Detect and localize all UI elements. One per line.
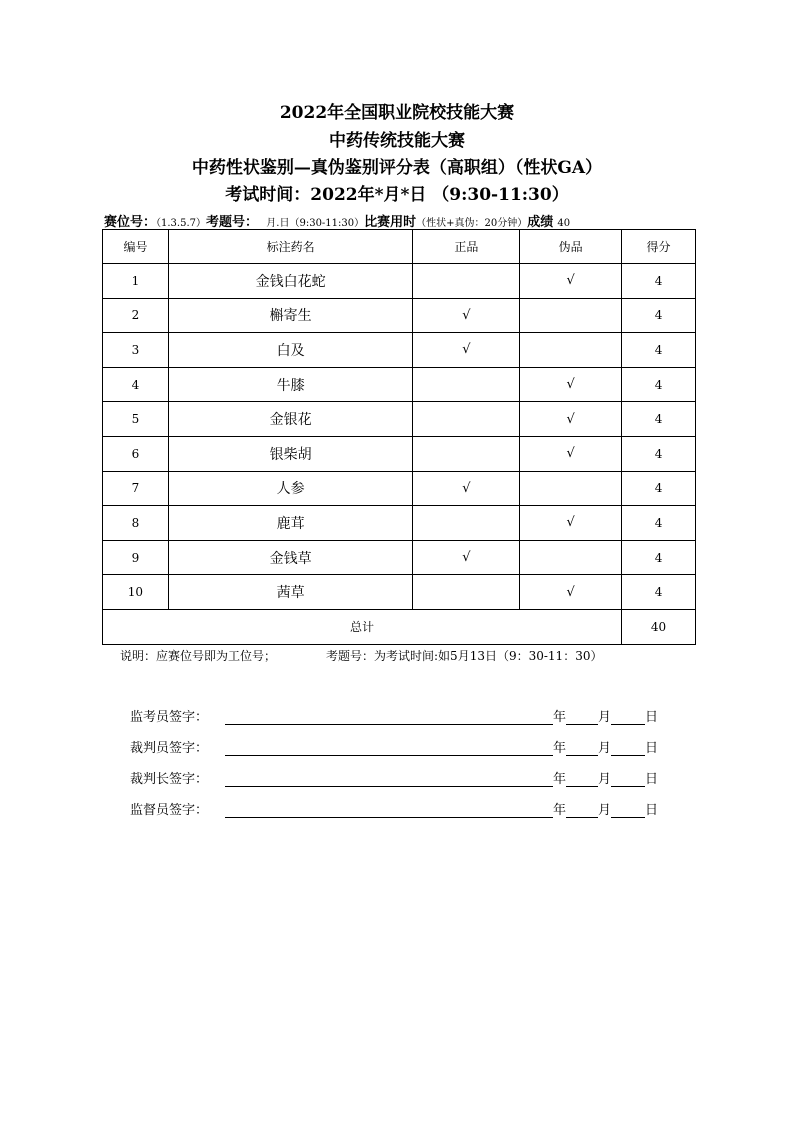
row-fake: √: [520, 436, 622, 471]
row-score: 4: [622, 333, 696, 368]
month-label: 月: [598, 803, 612, 818]
row-no: 7: [103, 471, 169, 506]
day-label: 日: [645, 772, 659, 787]
row-score: 4: [622, 264, 696, 299]
row-score: 4: [622, 540, 696, 575]
row-genuine: √: [413, 471, 520, 506]
table-row: [103, 506, 696, 541]
year-label: 年: [553, 772, 567, 787]
total-row: [103, 609, 696, 644]
competition-subtitle: 中药传统技能大赛: [329, 131, 465, 151]
row-name: 白及: [168, 333, 413, 368]
row-name: 人参: [168, 471, 413, 506]
signature-label: 裁判长签字：: [130, 772, 209, 787]
day-label: 日: [645, 803, 659, 818]
year-label: 年: [553, 741, 567, 756]
signature-row-head-judge: [130, 768, 658, 788]
info-line: [104, 211, 704, 230]
row-score: 4: [622, 402, 696, 437]
day-label: 日: [645, 710, 659, 725]
signature-label: 监督员签字：: [130, 803, 209, 818]
time-note: （性状+真伪：20分钟）: [416, 218, 528, 229]
row-fake: √: [520, 506, 622, 541]
row-no: 5: [103, 402, 169, 437]
note-exam: 考题号：为考试时间:如5月13日（9：30-11：30）: [326, 649, 603, 663]
row-genuine: [413, 402, 520, 437]
exam-value: 月.日（9:30-11:30）: [266, 218, 365, 229]
signature-label: 裁判员签字：: [130, 741, 209, 756]
row-fake: √: [520, 402, 622, 437]
table-row: [103, 402, 696, 437]
row-fake: [520, 298, 622, 333]
table-row: [103, 367, 696, 402]
row-no: 1: [103, 264, 169, 299]
day-label: 日: [645, 741, 659, 756]
day-line[interactable]: [611, 801, 645, 818]
month-line[interactable]: [566, 739, 598, 756]
year-label: 年: [553, 710, 567, 725]
row-name: 牛膝: [168, 367, 413, 402]
row-fake: [520, 471, 622, 506]
exam-time: 考试时间：2022年*月*日 （9:30-11:30）: [225, 185, 569, 205]
row-genuine: [413, 575, 520, 610]
header-name: 标注药名: [168, 230, 413, 264]
row-no: 2: [103, 298, 169, 333]
month-line[interactable]: [566, 770, 598, 787]
day-line[interactable]: [611, 770, 645, 787]
row-genuine: [413, 367, 520, 402]
exam-label: 考题号：: [206, 215, 259, 230]
row-genuine: √: [413, 298, 520, 333]
header-genuine: 正品: [413, 230, 520, 264]
year-label: 年: [553, 803, 567, 818]
signature-line[interactable]: [225, 801, 553, 818]
row-name: 茜草: [168, 575, 413, 610]
row-name: 金钱草: [168, 540, 413, 575]
day-line[interactable]: [611, 708, 645, 725]
total-value: 40: [622, 609, 696, 644]
row-fake: [520, 540, 622, 575]
row-no: 4: [103, 367, 169, 402]
row-fake: [520, 333, 622, 368]
seat-label: 赛位号：: [104, 215, 157, 230]
signature-line[interactable]: [225, 770, 553, 787]
table-row: [103, 333, 696, 368]
row-score: 4: [622, 436, 696, 471]
header-score: 得分: [622, 230, 696, 264]
score-label: 成绩: [527, 215, 554, 230]
competition-title: 2022年全国职业院校技能大赛: [279, 103, 515, 123]
table-row: [103, 540, 696, 575]
row-score: 4: [622, 471, 696, 506]
row-genuine: √: [413, 333, 520, 368]
signature-line[interactable]: [225, 739, 553, 756]
form-title: 中药性状鉴别—真伪鉴别评分表（高职组）（性状GA）: [191, 158, 603, 178]
score-value: 40: [557, 218, 571, 229]
row-fake: √: [520, 367, 622, 402]
note-line: [120, 647, 602, 664]
signature-row-proctor: [130, 706, 658, 726]
month-label: 月: [598, 741, 612, 756]
row-fake: √: [520, 264, 622, 299]
header-fake: 伪品: [520, 230, 622, 264]
signature-line[interactable]: [225, 708, 553, 725]
row-genuine: [413, 506, 520, 541]
row-no: 3: [103, 333, 169, 368]
score-table: [102, 229, 696, 645]
row-genuine: [413, 264, 520, 299]
time-label: 比赛用时: [364, 215, 417, 230]
row-no: 9: [103, 540, 169, 575]
seat-value: （1.3.5.7）: [156, 218, 207, 229]
signature-label: 监考员签字：: [130, 710, 209, 725]
row-genuine: √: [413, 540, 520, 575]
row-score: 4: [622, 575, 696, 610]
row-genuine: [413, 436, 520, 471]
table-row: [103, 471, 696, 506]
signature-row-judge: [130, 737, 658, 757]
row-score: 4: [622, 506, 696, 541]
row-name: 金银花: [168, 402, 413, 437]
row-no: 10: [103, 575, 169, 610]
table-header-row: [103, 230, 696, 264]
table-row: [103, 436, 696, 471]
table-row: [103, 264, 696, 299]
signature-row-supervisor: [130, 799, 658, 819]
table-row: [103, 298, 696, 333]
total-label: 总计: [103, 609, 622, 644]
row-score: 4: [622, 298, 696, 333]
day-line[interactable]: [611, 739, 645, 756]
header-no: 编号: [103, 230, 169, 264]
month-line[interactable]: [566, 708, 598, 725]
row-no: 8: [103, 506, 169, 541]
month-label: 月: [598, 772, 612, 787]
row-no: 6: [103, 436, 169, 471]
row-fake: √: [520, 575, 622, 610]
note-seat: 说明：应赛位号即为工位号；: [120, 649, 277, 663]
month-label: 月: [598, 710, 612, 725]
month-line[interactable]: [566, 801, 598, 818]
row-name: 槲寄生: [168, 298, 413, 333]
table-row: [103, 575, 696, 610]
row-score: 4: [622, 367, 696, 402]
row-name: 银柴胡: [168, 436, 413, 471]
row-name: 金钱白花蛇: [168, 264, 413, 299]
row-name: 鹿茸: [168, 506, 413, 541]
